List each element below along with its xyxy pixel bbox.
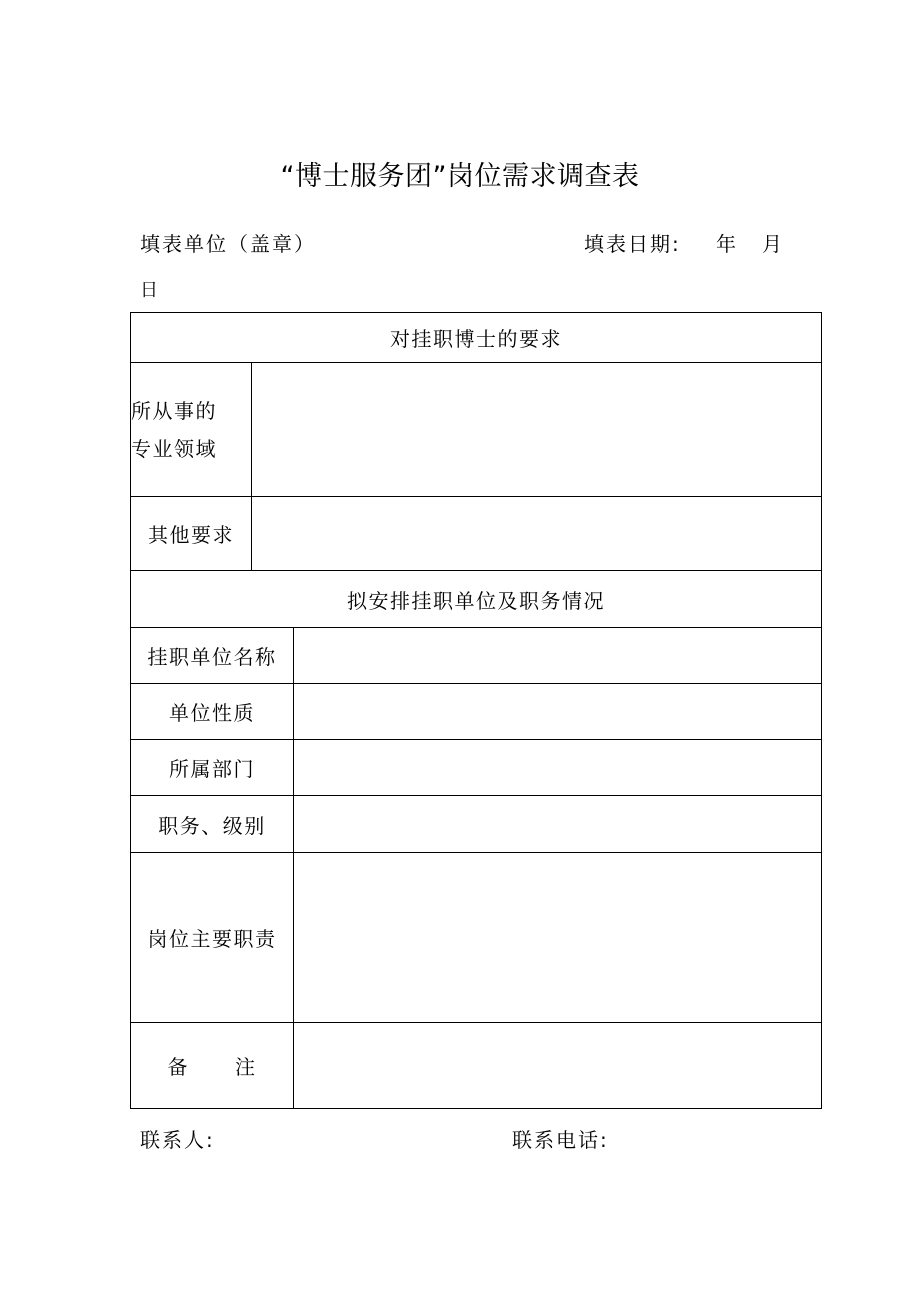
main-duties-label: 岗位主要职责	[131, 853, 294, 1023]
professional-field-label-line1: 所从事的	[131, 398, 217, 423]
main-duties-input[interactable]	[294, 853, 822, 1023]
position-level-input[interactable]	[294, 796, 822, 853]
professional-field-label-line2: 专业领域	[131, 436, 217, 461]
org-name-label: 挂职单位名称	[131, 628, 294, 684]
department-input[interactable]	[294, 740, 822, 796]
org-nature-label: 单位性质	[131, 684, 294, 740]
remarks-label	[131, 1023, 294, 1109]
remarks-label-a: 备	[167, 1055, 189, 1079]
remarks-label-b: 注	[235, 1055, 257, 1079]
professional-field-input[interactable]	[252, 363, 822, 497]
unit-label: 填表单位（盖章）	[140, 232, 316, 256]
date-label: 填表日期:	[584, 232, 681, 256]
section-requirements-title: 对挂职博士的要求	[131, 313, 822, 363]
year-label: 年	[716, 232, 738, 256]
org-nature-input[interactable]	[294, 684, 822, 740]
form-table	[130, 312, 822, 1109]
professional-field-label	[131, 363, 252, 497]
other-requirements-label: 其他要求	[131, 497, 252, 571]
survey-form	[130, 312, 822, 1109]
page-title: “博士服务团”岗位需求调查表	[280, 161, 640, 192]
section-placement-title: 拟安排挂职单位及职务情况	[131, 571, 822, 628]
remarks-input[interactable]	[294, 1023, 822, 1109]
position-level-label: 职务、级别	[131, 796, 294, 853]
contact-person-label: 联系人:	[140, 1128, 215, 1152]
day-label: 日	[140, 280, 160, 301]
month-label: 月	[762, 232, 784, 256]
org-name-input[interactable]	[294, 628, 822, 684]
contact-phone-label: 联系电话:	[512, 1128, 609, 1152]
department-label: 所属部门	[131, 740, 294, 796]
other-requirements-input[interactable]	[252, 497, 822, 571]
